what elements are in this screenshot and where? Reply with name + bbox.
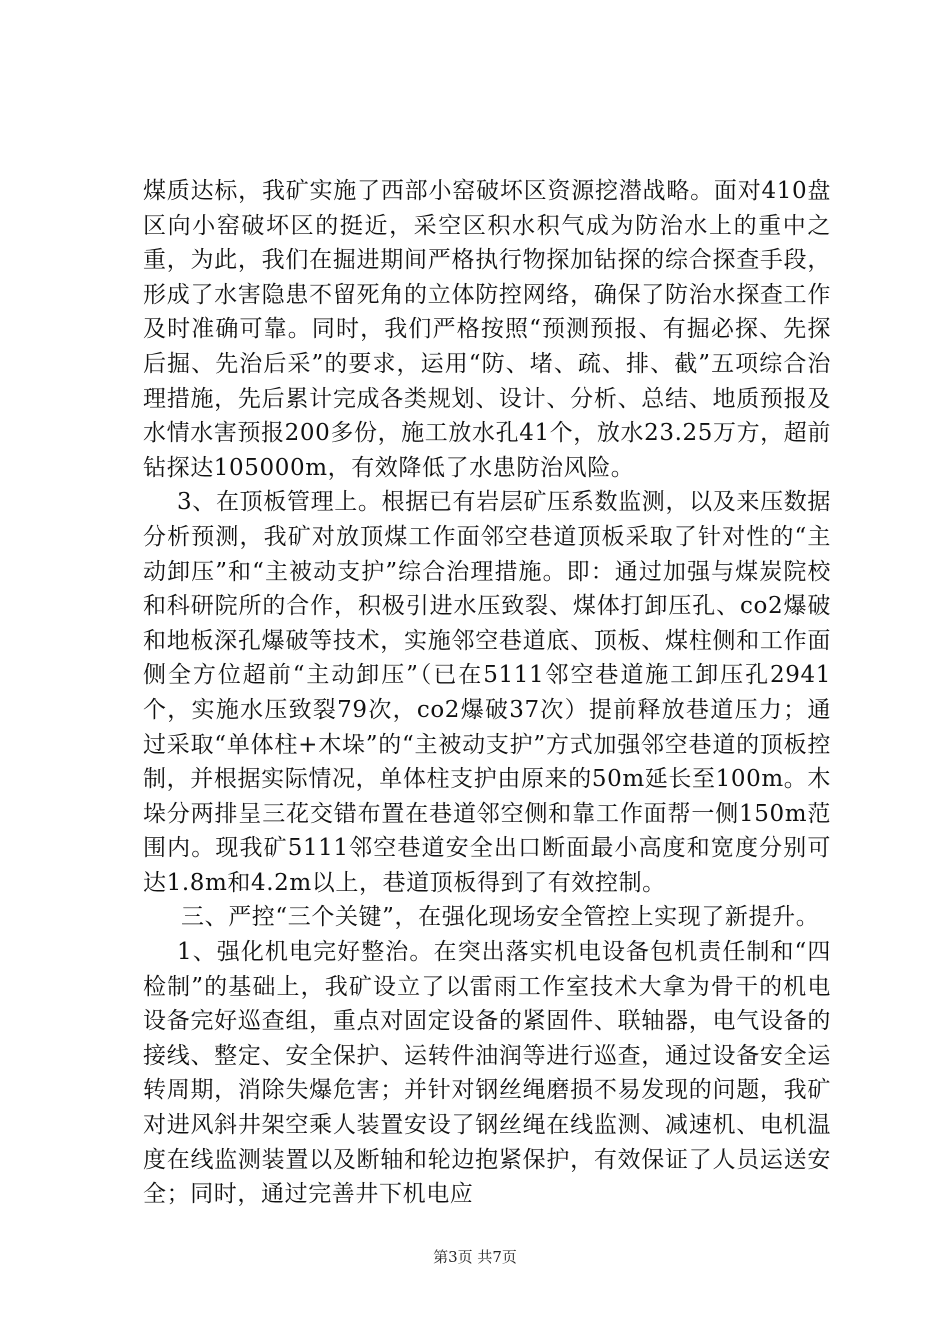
paragraph-electromechanical: 1、强化机电完好整治。在突出落实机电设备包机责任制和“四检制”的基础上，我矿设立了以雷雨工作室技术大拿为骨干的机电设备完好巡查组，重点对固定设备的紧固件、联轴器，电气设备的接线、整定、安全保护、运转件油润等进行巡查，通过设备安全运转周期，消除失爆危害；并针对钢丝绳磨损不易发现的问题，我矿对进风斜井架空乘人装置安设了钢丝绳在线监测、减速机、电机温度在线监测装置以及断轴和轮边抱紧保护，有效保证了人员运送安全；同时，通过完善井下机电应: [143, 939, 831, 1208]
section-heading-three-keys: 三、严控“三个关键”，在强化现场安全管控上实现了新提升。: [181, 904, 820, 931]
page-footer: 第3页 共7页: [433, 1248, 517, 1266]
document-body: [143, 174, 831, 1212]
paragraph-roof-management: 3、在顶板管理上。根据已有岩层矿压系数监测，以及来压数据分析预测，我矿对放顶煤工作面邻空巷道顶板采取了针对性的“主动卸压”和“主被动支护”综合治理措施。即：通过加强与煤炭院校和科研院所的合作，积极引进水压致裂、煤体打卸压孔、co2爆破和地板深孔爆破等技术，实施邻空巷道底、顶板、煤柱侧和工作面侧全方位超前“主动卸压”（已在5111邻空巷道施工卸压孔2941个，实施水压致裂79次，co2爆破37次）提前释放巷道压力；通过采取“单体柱+木垛”的“主被动支护”方式加强邻空巷道的顶板控制，并根据实际情况，单体柱支护由原来的50m延长至100m。木垛分两排呈三花交错布置在巷道邻空侧和靠工作面帮一侧150m范围内。现我矿5111邻空巷道安全出口断面最小高度和宽度分别可达1.8m和4.2m以上，巷道顶板得到了有效控制。: [143, 489, 831, 896]
paragraph-water-control: 煤质达标，我矿实施了西部小窑破坏区资源挖潜战略。面对410盘区向小窑破坏区的挺近，采空区积水积气成为防治水上的重中之重，为此，我们在掘进期间严格执行物探加钻探的综合探查手段，形成了水害隐患不留死角的立体防控网络，确保了防治水探查工作及时准确可靠。同时，我们严格按照“预测预报、有掘必探、先探后掘、先治后采”的要求，运用“防、堵、疏、排、截”五项综合治理措施，先后累计完成各类规划、设计、分析、总结、地质预报及水情水害预报200多份，施工放水孔41个，放水23.25万方，超前钻探达105000m，有效降低了水患防治风险。: [143, 178, 831, 481]
